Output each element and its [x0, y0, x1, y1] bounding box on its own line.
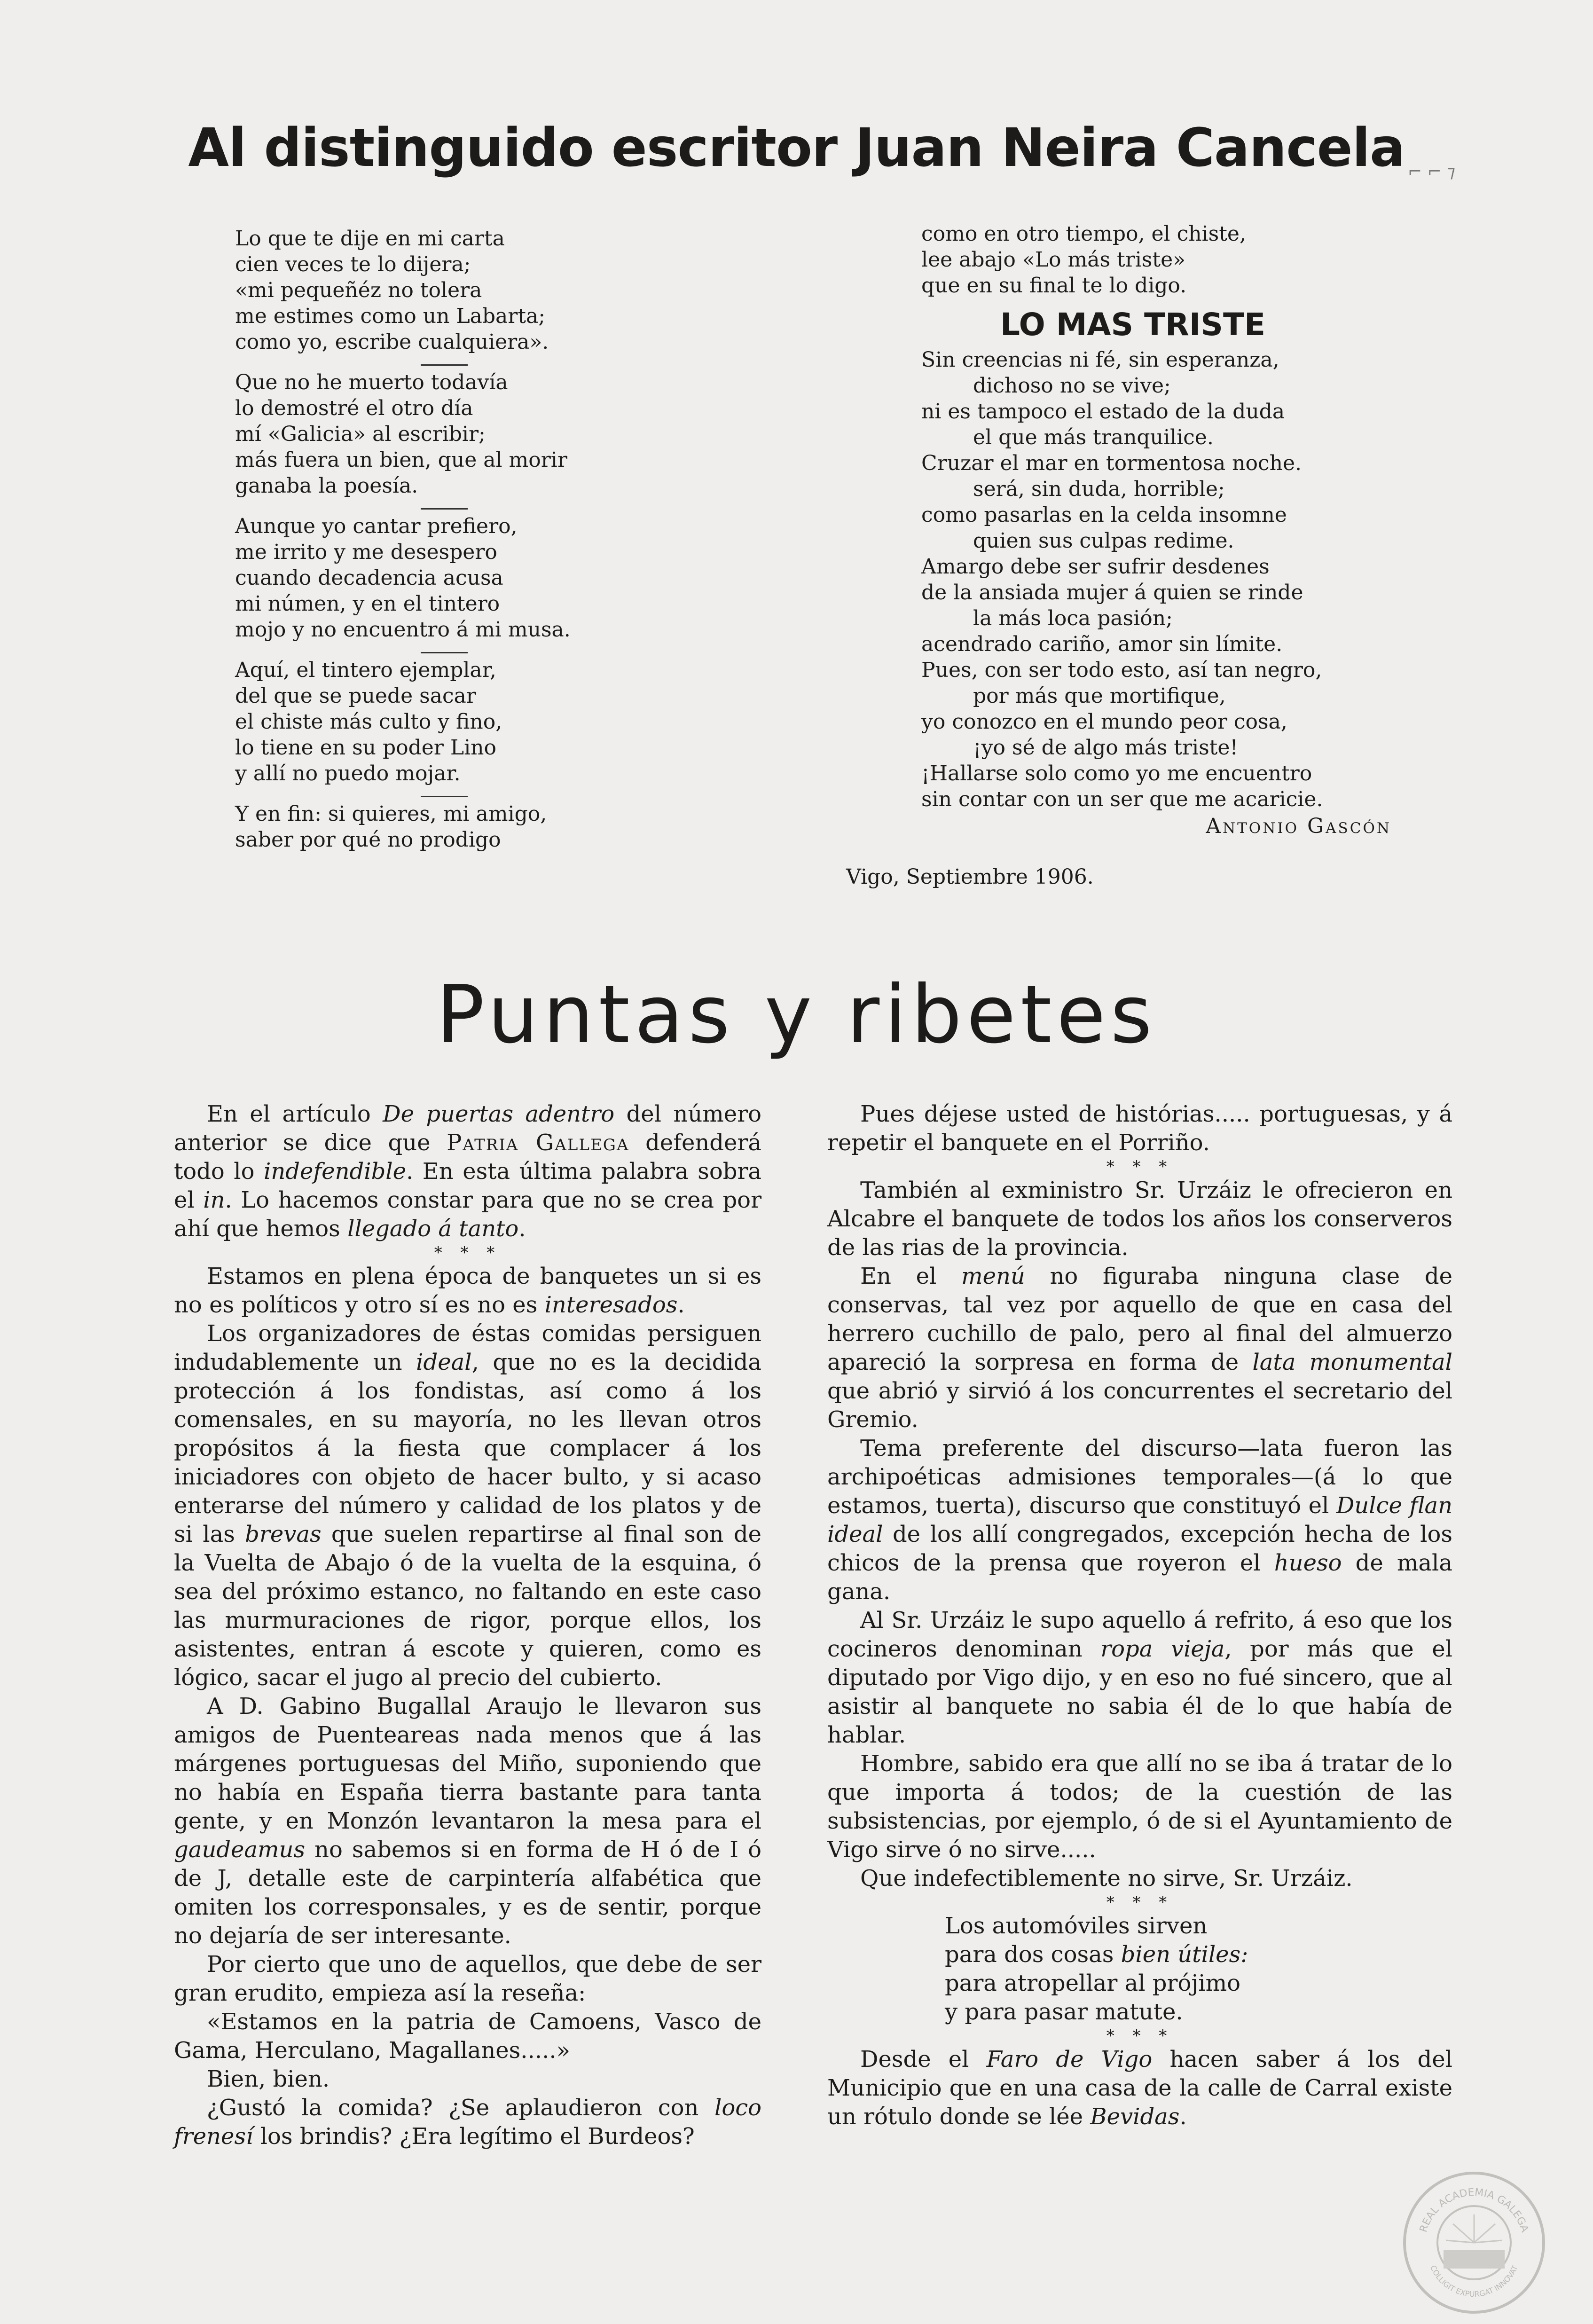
seal-bottom-text: COLLIGIT EXPURGAT INNOVAT	[1428, 2264, 1520, 2299]
paragraph	[174, 1262, 761, 1319]
paragraph: También al exministro Sr. Urzáiz le ofrecieron en Alcabre el banquete de todos los años los conserveros de las rias de la provincia.	[827, 1177, 1452, 1261]
italic-text: Dulce flan ideal	[827, 1492, 1453, 1547]
text-run: . Lo hacemos constar para que no se crea por ahí que hemos	[174, 1187, 762, 1242]
poem-line: lee abajo «Lo más triste»	[921, 248, 1186, 272]
text-run: , por más que el diputado por Vigo dijo, y en eso no fué sincero, que al asistir al banquete no sabia él de lo que había de hablar.	[827, 1636, 1452, 1748]
poem-line: mojo y no encuentro á mi musa.	[235, 618, 571, 642]
poem-line: Amargo debe ser sufrir desdenes	[921, 555, 1270, 579]
seal-graphic	[1406, 2175, 1542, 2311]
paragraph	[174, 1319, 761, 1692]
poem-line: Sin creencias ni fé, sin esperanza,	[921, 348, 1279, 372]
text-run: .	[518, 1216, 526, 1242]
poem-stanza-3	[235, 513, 658, 643]
poem-stanza-4	[235, 657, 658, 786]
text-run: que abrió y sirvió á los concurrentes el secretario del Gremio.	[827, 1378, 1452, 1433]
poem-subtitle: LO MAS TRISTE	[1000, 306, 1266, 343]
stars-divider: * * *	[434, 1243, 502, 1262]
stanza-divider	[421, 508, 468, 510]
column-right	[827, 1100, 1452, 2131]
poem-line: sin contar con un ser que me acaricie.	[921, 787, 1323, 811]
poem-line: Y en fin: si quieres, mi amigo,	[235, 802, 547, 826]
italic-text: ideal	[416, 1349, 472, 1375]
stars-divider: * * *	[1106, 2026, 1174, 2045]
stanza-divider	[421, 364, 468, 366]
italic-text: brevas	[245, 1521, 322, 1547]
poem-line: lo demostré el otro día	[235, 396, 473, 420]
poem-line: mi númen, y en el tintero	[235, 592, 500, 616]
text-run: no sabemos si en forma de H ó de I ó de J, detalle este de carpintería alfabética que omiten los corresponsales, y es de sentir, porque no dejaría de ser interesante.	[174, 1837, 761, 1949]
text-run: .	[677, 1292, 685, 1318]
verse-line: para atropellar al prójimo	[945, 1970, 1241, 1996]
poem-line: Que no he muerto todavía	[235, 370, 508, 394]
italic-text: bien útiles:	[1121, 1941, 1248, 1968]
poem-line: cuando decadencia acusa	[235, 566, 503, 590]
library-seal	[1403, 2172, 1545, 2314]
text-run: Al Sr. Urzáiz le supo aquello á refrito, á eso que los cocineros denominan	[827, 1607, 1452, 1662]
verse-line: Los automóviles sirven	[945, 1913, 1208, 1939]
poem-line: el chiste más culto y fino,	[235, 710, 502, 734]
section-title: Puntas y ribetes	[436, 968, 1157, 1061]
italic-text: ropa vieja	[1100, 1636, 1225, 1662]
paragraph: Que indefectiblemente no sirve, Sr. Urzáiz.	[860, 1865, 1353, 1892]
poem-line: más fuera un bien, que al morir	[235, 448, 567, 472]
poem-line: acendrado cariño, amor sin límite.	[921, 632, 1283, 656]
poem-line: el que más tranquilice.	[973, 425, 1214, 449]
column-left	[174, 1100, 761, 2151]
italic-text: lata monumental	[1252, 1349, 1453, 1375]
text-run: ¿Gustó la comida? ¿Se aplaudieron con	[207, 2095, 714, 2121]
paragraph	[827, 1434, 1452, 1606]
paragraph	[827, 1606, 1452, 1750]
poem-line: y allí no puedo mojar.	[235, 762, 461, 785]
poem-line: Aquí, el tintero ejemplar,	[235, 658, 496, 682]
poem-line: será, sin duda, horrible;	[973, 477, 1225, 501]
stars-divider: * * *	[1106, 1157, 1174, 1176]
italic-text: Faro de Vigo	[986, 2046, 1153, 2073]
paragraph	[174, 2094, 761, 2151]
italic-text: interesados	[544, 1292, 678, 1318]
poem-line: de la ansiada mujer á quien se rinde	[921, 581, 1303, 605]
text-run: defenderá todo lo	[174, 1130, 761, 1185]
text-run: los brindis? ¿Era legítimo el Burdeos?	[253, 2123, 695, 2150]
poem-stanza-1	[235, 226, 658, 355]
text-run: Los organizadores de éstas comidas persiguen indudablemente un	[174, 1320, 761, 1375]
signature: Antonio Gascón	[1206, 814, 1391, 838]
italic-text: Bevidas	[1090, 2104, 1180, 2130]
text-run: , que no es la decidida protección á los fondistas, así como á los comensales, en su mayoría, no les llevan otros propósitos á la fiesta que complacer á los iniciadores con objeto de hacer bulto, y si acaso enterarse del número y calidad de los platos y de si las	[174, 1349, 762, 1547]
poem-lines	[921, 347, 1438, 812]
poem-line: me irrito y me desespero	[235, 540, 497, 564]
paragraph: Pues déjese usted de histórias..... portuguesas, y á repetir el banquete en el Porriño.	[827, 1101, 1452, 1156]
text-run: En el	[860, 1263, 962, 1289]
text-run: hacen saber á los del Municipio que en una casa de la calle de Carral existe un rótulo donde se lée	[827, 2046, 1452, 2130]
poem-line: del que se puede sacar	[235, 684, 476, 708]
paragraph	[174, 1692, 761, 1950]
italic-text: llegado á tanto	[347, 1216, 519, 1242]
text-run: de los allí congregados, excepción hecha de los chicos de la prensa que royeron el	[827, 1521, 1452, 1576]
poem-line: ¡Hallarse solo como yo me encuentro	[921, 762, 1312, 785]
poem-line: Cruzar el mar en tormentosa noche.	[921, 451, 1302, 475]
poem-line: por más que mortifique,	[973, 684, 1226, 708]
poem-left	[235, 226, 658, 862]
poem-line: Aunque yo cantar prefiero,	[235, 514, 518, 538]
text-run: Estamos en plena época de banquetes un si es no es políticos y otro sí es no es	[174, 1263, 761, 1318]
small-caps-text: Patria Gallega	[447, 1130, 629, 1156]
poem-right	[921, 221, 1438, 839]
paragraph: Por cierto que uno de aquellos, que debe de ser gran erudito, empieza así la reseña:	[174, 1951, 761, 2006]
stanza-divider	[421, 652, 468, 653]
paragraph: Hombre, sabido era que allí no se iba á tratar de lo que importa á todos; de la cuestión de las subsistencias, por ejemplo, ó de si el Ayuntamiento de Vigo sirve ó no sirve.....	[827, 1751, 1452, 1863]
text-run: de mala gana.	[827, 1550, 1453, 1605]
poem-line: ni es tampoco el estado de la duda	[921, 400, 1285, 424]
text-run: para dos cosas	[945, 1941, 1121, 1968]
text-run: Tema preferente del discurso—lata fueron las archipoéticas admisiones temporales—(á lo que estamos, tuerta), discurso que constituyó el	[827, 1435, 1452, 1519]
text-run: que suelen repartirse al final son de la Vuelta de Abajo ó de la vuelta de la esquina, ó sea del próximo estanco, no faltando en este caso las murmuraciones de rigor, porque ellos, los asistentes, entran á escote y quieren, como es lógico, sacar el jugo al precio del cubierto.	[174, 1521, 762, 1691]
poem-line: quien sus culpas redime.	[973, 529, 1234, 553]
poem-line: saber por qué no prodigo	[235, 828, 501, 852]
paragraph: «Estamos en la patria de Camoens, Vasco de Gama, Herculano, Magallanes.....»	[174, 2009, 761, 2064]
stars-divider: * * *	[1106, 1893, 1174, 1912]
poem-line: cien veces te lo dijera;	[235, 252, 471, 276]
poem-line: me estimes como un Labarta;	[235, 304, 546, 328]
italic-text: in	[203, 1187, 225, 1213]
italic-text: hueso	[1274, 1550, 1342, 1576]
poem-line: «mi pequeñéz no tolera	[235, 278, 482, 302]
poem-line: como pasarlas en la celda insomne	[921, 503, 1287, 527]
text-run: En el artículo	[207, 1101, 383, 1127]
paragraph	[827, 2045, 1452, 2131]
text-run: A D. Gabino Bugallal Araujo le llevaron sus amigos de Puenteareas nada menos que á las márgenes portuguesas del Miño, suponiendo que no había en España tierra bastante para tanta gente, y en Monzón levantaron la mesa para el	[174, 1693, 761, 1834]
paragraph	[827, 1262, 1452, 1434]
poem-line: que en su final te lo digo.	[921, 274, 1187, 298]
text-run: no figuraba ninguna clase de conservas, tal vez por aquello de que en casa del herrero cuchillo de palo, pero al final del almuerzo apareció la sorpresa en forma de	[827, 1263, 1452, 1375]
paragraph: Bien, bien.	[207, 2066, 330, 2092]
italic-text: indefendible	[264, 1158, 407, 1185]
poem-line: mí «Galicia» al escribir;	[235, 422, 486, 446]
poem-stanza-5	[235, 801, 658, 853]
corner-mark: ⌐ ⌐ ⁊	[1408, 162, 1456, 181]
italic-text: gaudeamus	[174, 1837, 306, 1863]
stanza-divider	[421, 796, 468, 797]
article-title: Al distinguido escritor Juan Neira Cancela	[188, 118, 1405, 179]
poem-line: dichoso no se vive;	[973, 374, 1171, 398]
poem-stanza-2	[235, 369, 658, 499]
text-run: . En esta última palabra sobra el	[174, 1158, 762, 1213]
italic-text: loco frenesí	[174, 2095, 761, 2150]
verse-line	[945, 1940, 1452, 1969]
paragraph	[174, 1100, 761, 1243]
poem-line: Pues, con ser todo esto, así tan negro,	[921, 658, 1322, 682]
verse-line: y para pasar matute.	[945, 1999, 1183, 2025]
italic-text: De puertas adentro	[383, 1101, 615, 1127]
italic-text: menú	[961, 1263, 1025, 1289]
poem-line: como yo, escribe cualquiera».	[235, 330, 549, 354]
seal-top-text: REAL ACADEMIA GALEGA	[1417, 2186, 1531, 2234]
text-run: Desde el	[860, 2046, 987, 2073]
poem-line: ¡yo sé de algo más triste!	[973, 736, 1239, 760]
text-run: .	[1179, 2104, 1187, 2130]
poem-line: yo conozco en el mundo peor cosa,	[921, 710, 1287, 734]
poem-line: la más loca pasión;	[973, 606, 1173, 630]
text-run: del número anterior se dice que	[174, 1101, 762, 1156]
place-date: Vigo, Septiembre 1906.	[846, 865, 1094, 889]
poem-line: ganaba la poesía.	[235, 474, 418, 498]
poem-line: lo tiene en su poder Lino	[235, 736, 496, 760]
poem-line: Lo que te dije en mi carta	[235, 227, 505, 251]
verse	[827, 1912, 1452, 2026]
poem-line: como en otro tiempo, el chiste,	[921, 222, 1246, 246]
